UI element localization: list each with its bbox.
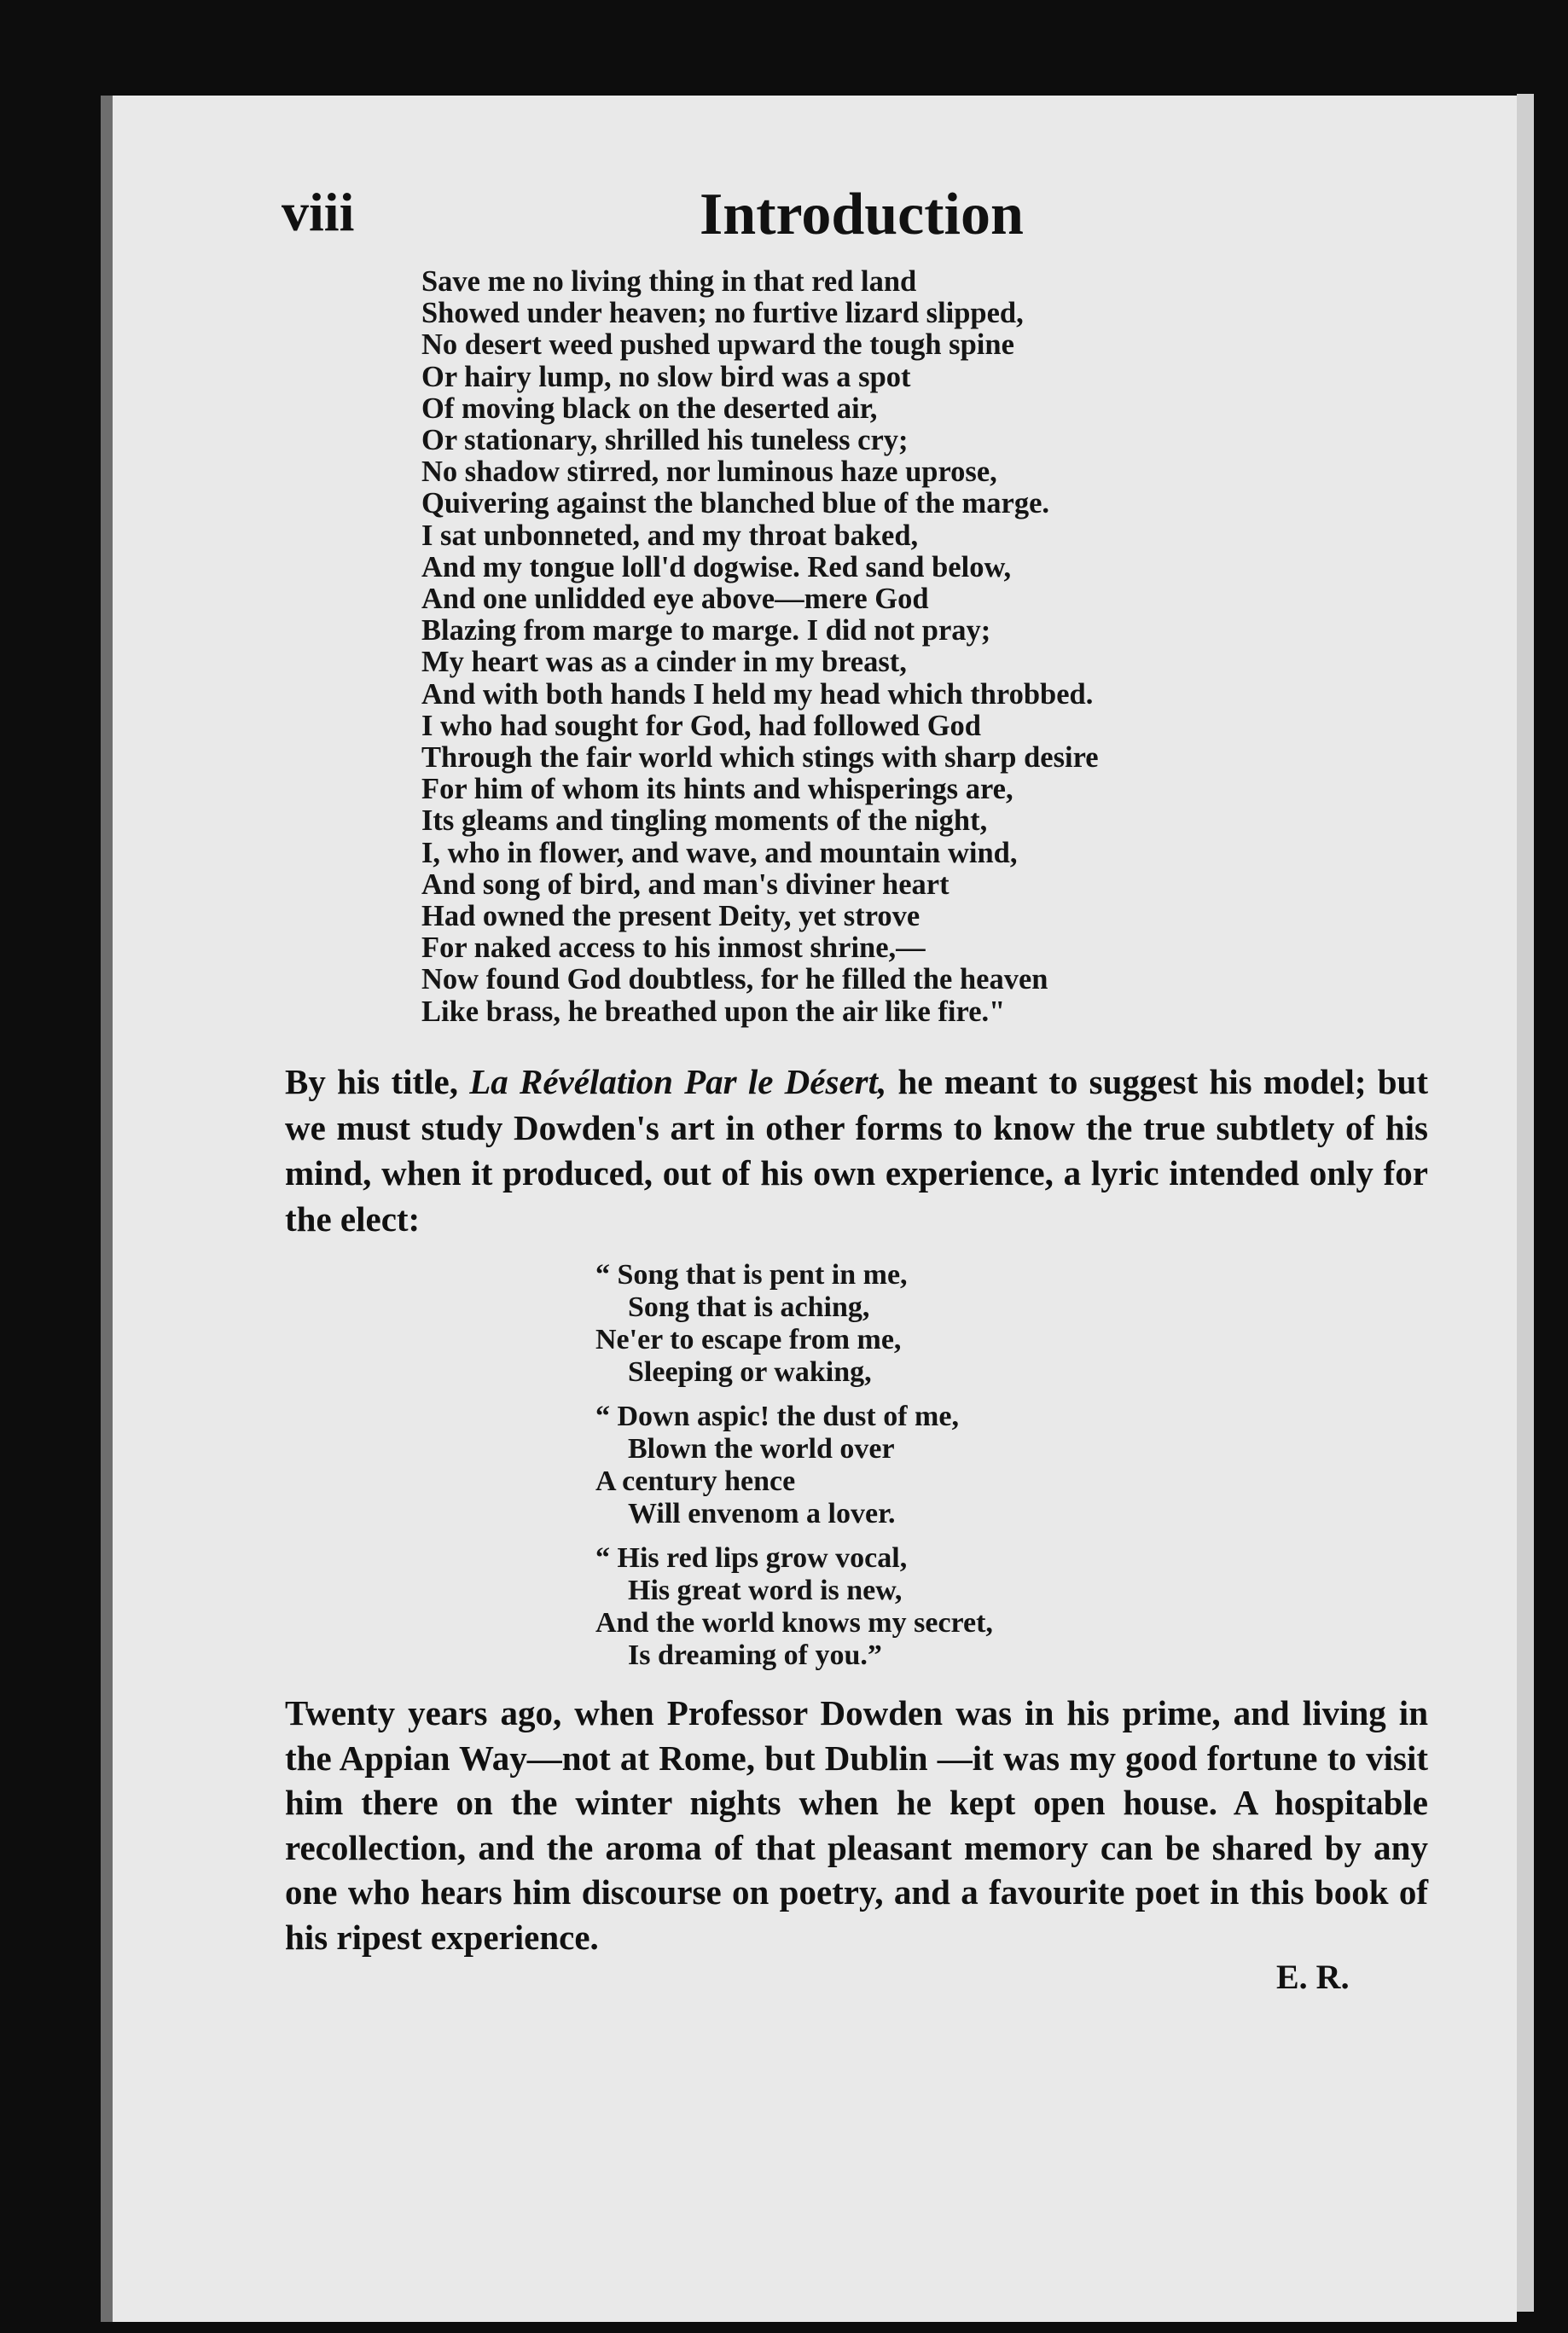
verse-line: Quivering against the blanched blue of the marge. — [421, 487, 1050, 520]
verse-line: I, who in flower, and wave, and mountain wind, — [421, 836, 1018, 869]
verse-line: I sat unbonneted, and my throat baked, — [421, 519, 919, 552]
stanza-line: “ Song that is pent in me, — [595, 1259, 908, 1291]
verse-line: For him of whom its hints and whisperings are, — [421, 773, 1013, 806]
verse-line: Its gleams and tingling moments of the night, — [421, 804, 988, 838]
paragraph-text-lead: By his title, — [285, 1062, 470, 1101]
stanza-line: Song that is aching, — [628, 1291, 870, 1323]
verse-line: Like brass, he breathed upon the air like fire." — [421, 995, 1006, 1028]
work-title-italic: La Révélation Par le Désert, — [469, 1062, 887, 1101]
stanza-1 — [595, 1259, 1363, 1389]
stanza-line: “ Down aspic! the dust of me, — [595, 1401, 959, 1432]
verse-line: And song of bird, and man's diviner heart — [421, 868, 950, 901]
lyric-poem — [595, 1259, 1363, 1684]
author-initials: E. R. — [1276, 1958, 1350, 1996]
verse-line: Through the fair world which stings with sharp desire — [421, 741, 1099, 775]
stanza-line: And the world knows my secret, — [595, 1607, 993, 1639]
paragraph-recollection: Twenty years ago, when Professor Dowden was in his prime, and living in the Appian Way—not at Rome, but Dublin —it was my good fortune to visit him there on the winter nights when he kept open house. A hospitable recollection, and the aroma of that pleasant memory can be shared by any one who hears him discourse on poetry, and a favourite poet in this book of his ripest experience. — [285, 1693, 1428, 1957]
page-edge — [1517, 94, 1534, 2312]
verse-line: Or hairy lump, no slow bird was a spot — [421, 360, 911, 393]
verse-line: Now found God doubtless, for he filled the heaven — [421, 963, 1048, 996]
page-number: viii — [282, 182, 355, 242]
stanza-line: “ His red lips grow vocal, — [595, 1542, 908, 1574]
verse-line: Of moving black on the deserted air, — [421, 392, 878, 425]
stanza-line: A century hence — [595, 1465, 796, 1497]
page-title: Introduction — [700, 182, 1024, 247]
stanza-line: Will envenom a lover. — [628, 1498, 896, 1529]
verse-line: And one unlidded eye above—mere God — [421, 583, 929, 616]
verse-line: And with both hands I held my head which throbbed. — [421, 677, 1094, 711]
verse-line: Showed under heaven; no furtive lizard slipped, — [421, 297, 1024, 330]
stanza-line: Ne'er to escape from me, — [595, 1324, 902, 1355]
verse-line: For naked access to his inmost shrine,— — [421, 931, 926, 965]
verse-line: No shadow stirred, nor luminous haze uprose, — [421, 456, 997, 489]
stanza-line: Is dreaming of you.” — [628, 1639, 882, 1671]
verse-line: Save me no living thing in that red land — [421, 265, 917, 298]
stanza-line: Sleeping or waking, — [628, 1356, 872, 1388]
verse-line: No desert weed pushed upward the tough spine — [421, 328, 1014, 362]
page-header — [282, 181, 1442, 249]
verse-line: Blazing from marge to marge. I did not pray; — [421, 614, 991, 647]
stanza-line: His great word is new, — [628, 1575, 903, 1606]
verse-line: Or stationary, shrilled his tuneless cry; — [421, 424, 909, 457]
stanza-2 — [595, 1401, 1363, 1530]
paragraph-text-rest: he meant to suggest his model; but we must study Dowden's art in other forms to know the true subtlety of his mind, when it produced, out of his own experience, a lyric intended only for the elect: — [285, 1062, 1428, 1239]
verse-line: My heart was as a cinder in my breast, — [421, 646, 907, 679]
quoted-verse — [421, 266, 1445, 1028]
stanza-line: Blown the world over — [628, 1433, 895, 1465]
verse-line: Had owned the present Deity, yet strove — [421, 900, 920, 933]
verse-line: And my tongue loll'd dogwise. Red sand below, — [421, 550, 1012, 583]
stanza-3 — [595, 1542, 1363, 1672]
verse-line: I who had sought for God, had followed God — [421, 709, 981, 742]
paragraph-title-discussion — [285, 1059, 1428, 1242]
